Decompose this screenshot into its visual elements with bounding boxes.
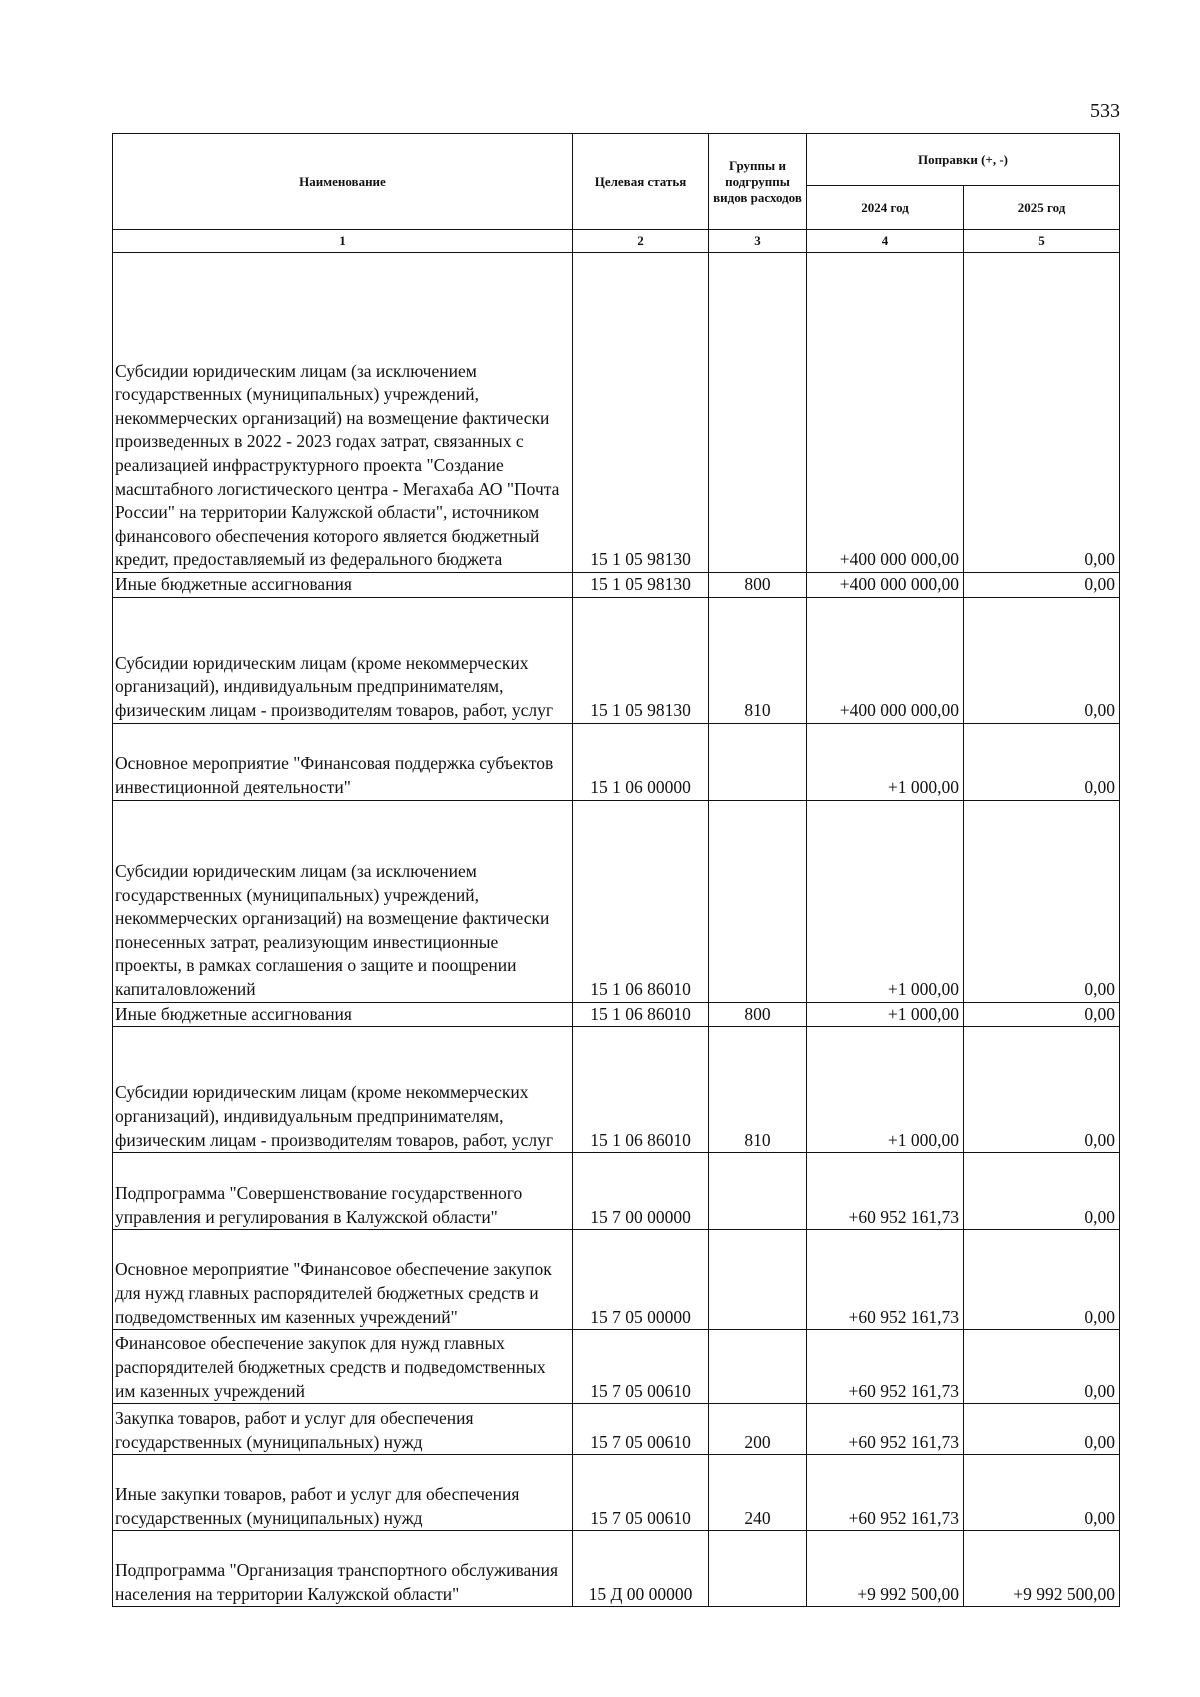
table-row bbox=[113, 1230, 1120, 1330]
row-amount-2024: +400 000 000,00 bbox=[807, 573, 964, 598]
row-amount-2025: 0,00 bbox=[964, 253, 1120, 573]
header-year-2024: 2024 год bbox=[807, 186, 964, 230]
row-target-code: 15 7 05 00610 bbox=[573, 1455, 709, 1531]
row-amount-2024: +1 000,00 bbox=[807, 800, 964, 1002]
table-row bbox=[113, 1330, 1120, 1404]
row-group: 200 bbox=[709, 1404, 807, 1455]
row-name: Основное мероприятие "Финансовая поддержка субъектов инвестиционной деятельности" bbox=[113, 723, 573, 800]
row-amount-2024: +400 000 000,00 bbox=[807, 253, 964, 573]
row-amount-2025: +9 992 500,00 bbox=[964, 1531, 1120, 1607]
budget-amendments-table bbox=[112, 133, 1120, 1607]
row-group: 800 bbox=[709, 573, 807, 598]
row-amount-2024: +60 952 161,73 bbox=[807, 1230, 964, 1330]
table-row bbox=[113, 597, 1120, 723]
row-target-code: 15 1 06 86010 bbox=[573, 1027, 709, 1153]
row-amount-2024: +60 952 161,73 bbox=[807, 1455, 964, 1531]
column-number: 4 bbox=[807, 230, 964, 253]
row-group: 240 bbox=[709, 1455, 807, 1531]
row-target-code: 15 1 06 86010 bbox=[573, 1002, 709, 1027]
column-number: 2 bbox=[573, 230, 709, 253]
column-numbers-row bbox=[113, 230, 1120, 253]
row-group: 800 bbox=[709, 1002, 807, 1027]
row-target-code: 15 Д 00 00000 bbox=[573, 1531, 709, 1607]
column-number: 3 bbox=[709, 230, 807, 253]
row-amount-2025: 0,00 bbox=[964, 1230, 1120, 1330]
row-amount-2025: 0,00 bbox=[964, 573, 1120, 598]
row-amount-2025: 0,00 bbox=[964, 723, 1120, 800]
page-number: 533 bbox=[1090, 100, 1120, 122]
row-target-code: 15 7 05 00610 bbox=[573, 1404, 709, 1455]
header-amendments: Поправки (+, -) bbox=[807, 134, 1120, 186]
row-amount-2024: +60 952 161,73 bbox=[807, 1404, 964, 1455]
row-name: Финансовое обеспечение закупок для нужд главных распорядителей бюджетных средств и подведомственных им казенных учреждений bbox=[113, 1330, 573, 1404]
row-amount-2024: +400 000 000,00 bbox=[807, 597, 964, 723]
row-amount-2024: +60 952 161,73 bbox=[807, 1153, 964, 1230]
table-row bbox=[113, 1404, 1120, 1455]
row-group bbox=[709, 800, 807, 1002]
row-target-code: 15 1 05 98130 bbox=[573, 597, 709, 723]
header-row bbox=[113, 134, 1120, 186]
row-amount-2025: 0,00 bbox=[964, 1002, 1120, 1027]
header-target-article: Целевая статья bbox=[573, 134, 709, 230]
row-name: Субсидии юридическим лицам (за исключением государственных (муниципальных) учреждений, некоммерческих организаций) на возмещение фактически произведенных в 2022 - 2023 годах затрат, связанных с реализацией инфраструктурного проекта "Создание масштабного логистического центра - Мегахаба АО "Почта России" на территории Калужской области", источником финансового обеспечения которого является бюджетный кредит, предоставляемый из федерального бюджета bbox=[113, 253, 573, 573]
row-name: Иные бюджетные ассигнования bbox=[113, 573, 573, 598]
column-number: 5 bbox=[964, 230, 1120, 253]
row-amount-2025: 0,00 bbox=[964, 597, 1120, 723]
row-target-code: 15 1 06 86010 bbox=[573, 800, 709, 1002]
table-row bbox=[113, 1153, 1120, 1230]
row-name: Закупка товаров, работ и услуг для обеспечения государственных (муниципальных) нужд bbox=[113, 1404, 573, 1455]
row-group bbox=[709, 723, 807, 800]
header-year-2025: 2025 год bbox=[964, 186, 1120, 230]
row-target-code: 15 7 05 00000 bbox=[573, 1230, 709, 1330]
table-row bbox=[113, 1531, 1120, 1607]
row-target-code: 15 1 05 98130 bbox=[573, 253, 709, 573]
row-name: Основное мероприятие "Финансовое обеспечение закупок для нужд главных распорядителей бюджетных средств и подведомственных им казенных учреждений" bbox=[113, 1230, 573, 1330]
row-amount-2024: +1 000,00 bbox=[807, 1002, 964, 1027]
table-row bbox=[113, 573, 1120, 598]
row-group bbox=[709, 253, 807, 573]
column-number: 1 bbox=[113, 230, 573, 253]
row-target-code: 15 7 05 00610 bbox=[573, 1330, 709, 1404]
row-amount-2025: 0,00 bbox=[964, 1153, 1120, 1230]
row-group: 810 bbox=[709, 1027, 807, 1153]
row-amount-2025: 0,00 bbox=[964, 1330, 1120, 1404]
row-group bbox=[709, 1230, 807, 1330]
row-amount-2025: 0,00 bbox=[964, 800, 1120, 1002]
header-expense-groups: Группы и подгруппы видов расходов bbox=[709, 134, 807, 230]
row-amount-2024: +9 992 500,00 bbox=[807, 1531, 964, 1607]
row-amount-2025: 0,00 bbox=[964, 1027, 1120, 1153]
row-target-code: 15 7 00 00000 bbox=[573, 1153, 709, 1230]
row-amount-2025: 0,00 bbox=[964, 1404, 1120, 1455]
table-row bbox=[113, 1002, 1120, 1027]
header-name: Наименование bbox=[113, 134, 573, 230]
row-group bbox=[709, 1531, 807, 1607]
row-group: 810 bbox=[709, 597, 807, 723]
row-amount-2025: 0,00 bbox=[964, 1455, 1120, 1531]
row-target-code: 15 1 05 98130 bbox=[573, 573, 709, 598]
row-name: Подпрограмма "Организация транспортного обслуживания населения на территории Калужской области" bbox=[113, 1531, 573, 1607]
table-row bbox=[113, 723, 1120, 800]
row-name: Субсидии юридическим лицам (кроме некоммерческих организаций), индивидуальным предпринимателям, физическим лицам - производителям товаров, работ, услуг bbox=[113, 597, 573, 723]
row-amount-2024: +60 952 161,73 bbox=[807, 1330, 964, 1404]
row-name: Субсидии юридическим лицам (кроме некоммерческих организаций), индивидуальным предпринимателям, физическим лицам - производителям товаров, работ, услуг bbox=[113, 1027, 573, 1153]
row-group bbox=[709, 1330, 807, 1404]
row-target-code: 15 1 06 00000 bbox=[573, 723, 709, 800]
table-row bbox=[113, 800, 1120, 1002]
row-name: Иные бюджетные ассигнования bbox=[113, 1002, 573, 1027]
row-amount-2024: +1 000,00 bbox=[807, 1027, 964, 1153]
row-name: Иные закупки товаров, работ и услуг для обеспечения государственных (муниципальных) нужд bbox=[113, 1455, 573, 1531]
row-amount-2024: +1 000,00 bbox=[807, 723, 964, 800]
table-row bbox=[113, 1455, 1120, 1531]
table-row bbox=[113, 253, 1120, 573]
table-row bbox=[113, 1027, 1120, 1153]
row-group bbox=[709, 1153, 807, 1230]
row-name: Подпрограмма "Совершенствование государственного управления и регулирования в Калужской области" bbox=[113, 1153, 573, 1230]
row-name: Субсидии юридическим лицам (за исключением государственных (муниципальных) учреждений, некоммерческих организаций) на возмещение фактически понесенных затрат, реализующим инвестиционные проекты, в рамках соглашения о защите и поощрении капиталовложений bbox=[113, 800, 573, 1002]
